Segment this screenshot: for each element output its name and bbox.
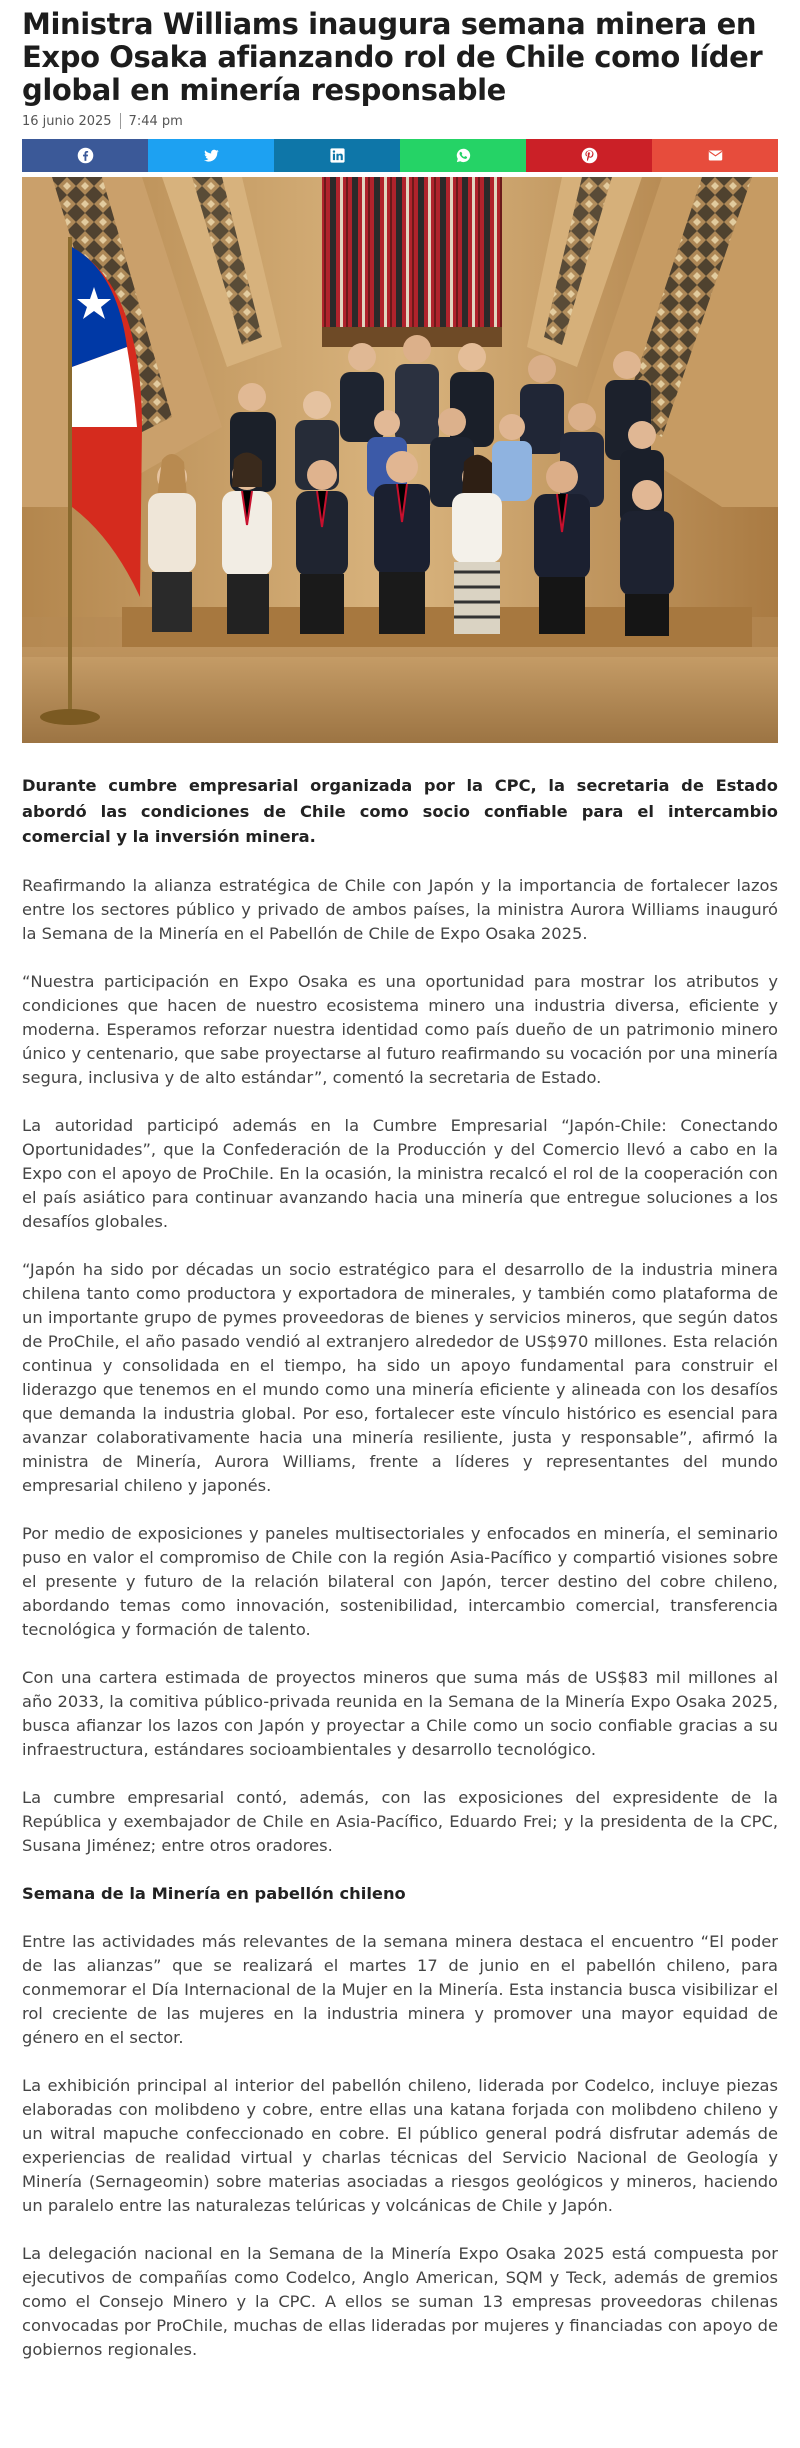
- article-paragraph: “Japón ha sido por décadas un socio estratégico para el desarrollo de la industria minera chilena tanto como productora y exportadora de minerales, y también como plataforma de un importante grupo de pymes proveedoras de bienes y servicios mineros, que según datos de ProChile, el año pasado vendió al extranjero alrededor de US$970 millones. Esta relación continua y consolidada en el tiempo, ha sido un apoyo fundamental para construir el liderazgo que tenemos en el mundo como una minería eficiente y alineada con los desafíos que demanda la industria global. Por eso, fortalecer este vínculo histórico es esencial para avanzar colaborativamente hacia una minería resiliente, justa y responsable”, afirmó la ministra de Minería, Aurora Williams, frente a líderes y representantes del mundo empresarial chileno y japonés.: [22, 1259, 778, 1495]
- article-date: 16 junio 2025: [22, 113, 112, 129]
- article-paragraph: Entre las actividades más relevantes de la semana minera destaca el encuentro “El poder de las alianzas” que se realizará el martes 17 de junio en el pabellón chileno, para conmemorar el Día Internacional de la Mujer en la Minería. Esta instancia busca visibilizar el rol creciente de las mujeres en la industria minera y promover una mayor equidad de género en el sector.: [22, 1931, 778, 2047]
- twitter-icon: [203, 147, 220, 164]
- whatsapp-icon: [455, 147, 472, 164]
- article: [22, 0, 778, 2362]
- section-heading: Semana de la Minería en pabellón chileno: [22, 1883, 406, 1903]
- share-email-button[interactable]: [652, 139, 778, 172]
- article-paragraph: “Nuestra participación en Expo Osaka es una oportunidad para mostrar los atributos y condiciones que hacen de nuestro ecosistema minero una industria diversa, eficiente y moderna. Esperamos reforzar nuestra identidad como país dueño de un patrimonio minero único y centenario, que sabe proyectarse al futuro reafirmando su vocación por una minería segura, inclusiva y de alto estándar”, comentó la secretaria de Estado.: [22, 971, 778, 1087]
- share-whatsapp-button[interactable]: [400, 139, 526, 172]
- share-pinterest-button[interactable]: [526, 139, 652, 172]
- article-paragraph: La delegación nacional en la Semana de la Minería Expo Osaka 2025 está compuesta por ejecutivos de compañías como Codelco, Anglo American, SQM y Teck, además de gremios como el Consejo Minero y la CPC. A ellos se suman 13 empresas proveedoras chilenas convocadas por ProChile, muchas de ellas lideradas por mujeres y financiadas con apoyo de gobiernos regionales.: [22, 2243, 778, 2359]
- group-photo-image: [22, 177, 778, 743]
- article-paragraph: La autoridad participó además en la Cumbre Empresarial “Japón-Chile: Conectando Oportunidades”, que la Confederación de la Producción y del Comercio llevó a cabo en la Expo con el apoyo de ProChile. En la ocasión, la ministra recalcó el rol de la cooperación con el país asiático para continuar avanzando hacia una minería que entregue soluciones a los desafíos globales.: [22, 1115, 778, 1231]
- email-icon: [707, 147, 724, 164]
- article-paragraph: Reafirmando la alianza estratégica de Chile con Japón y la importancia de fortalecer lazos entre los sectores público y privado de ambos países, la ministra Aurora Williams inauguró la Semana de la Minería en el Pabellón de Chile de Expo Osaka 2025.: [22, 875, 778, 943]
- share-bar: [22, 139, 778, 172]
- share-facebook-button[interactable]: [22, 139, 148, 172]
- share-linkedin-button[interactable]: [274, 139, 400, 172]
- linkedin-icon: [329, 147, 346, 164]
- article-meta: [22, 113, 778, 129]
- article-title: Ministra Williams inaugura semana minera en Expo Osaka afianzando rol de Chile como líder global en minería responsable: [22, 7, 763, 107]
- hero-photo: [22, 177, 778, 743]
- meta-divider: [120, 113, 121, 129]
- share-twitter-button[interactable]: [148, 139, 274, 172]
- facebook-icon: [77, 147, 94, 164]
- article-paragraph: La exhibición principal al interior del pabellón chileno, liderada por Codelco, incluye piezas elaboradas con molibdeno y cobre, entre ellas una katana forjada con molibdeno chileno y un witral mapuche confeccionado en cobre. El público general podrá disfrutar además de experiencias de realidad virtual y charlas técnicas del Servicio Nacional de Geología y Minería (Sernageomin) sobre materias asociadas a riesgos geológicos y mineros, haciendo un paralelo entre las naturalezas telúricas y volcánicas de Chile y Japón.: [22, 2075, 778, 2215]
- pinterest-icon: [581, 147, 598, 164]
- article-paragraph: Por medio de exposiciones y paneles multisectoriales y enfocados en minería, el seminario puso en valor el compromiso de Chile con la región Asia-Pacífico y compartió visiones sobre el presente y futuro de la relación bilateral con Japón, tercer destino del cobre chileno, abordando temas como innovación, sostenibilidad, intercambio comercial, transferencia tecnológica y formación de talento.: [22, 1523, 778, 1639]
- article-time: 7:44 pm: [128, 113, 183, 129]
- article-paragraph: Con una cartera estimada de proyectos mineros que suma más de US$83 mil millones al año 2033, la comitiva público-privada reunida en la Semana de la Minería Expo Osaka 2025, busca afianzar los lazos con Japón y proyectar a Chile como un socio confiable gracias a su infraestructura, estándares socioambientales y desarrollo tecnológico.: [22, 1667, 778, 1759]
- article-paragraph: La cumbre empresarial contó, además, con las exposiciones del expresidente de la República y exembajador de Chile en Asia-Pacífico, Eduardo Frei; y la presidenta de la CPC, Susana Jiménez; entre otros oradores.: [22, 1787, 778, 1855]
- article-lead: Durante cumbre empresarial organizada por la CPC, la secretaria de Estado abordó las condiciones de Chile como socio confiable para el intercambio comercial y la inversión minera.: [22, 776, 778, 846]
